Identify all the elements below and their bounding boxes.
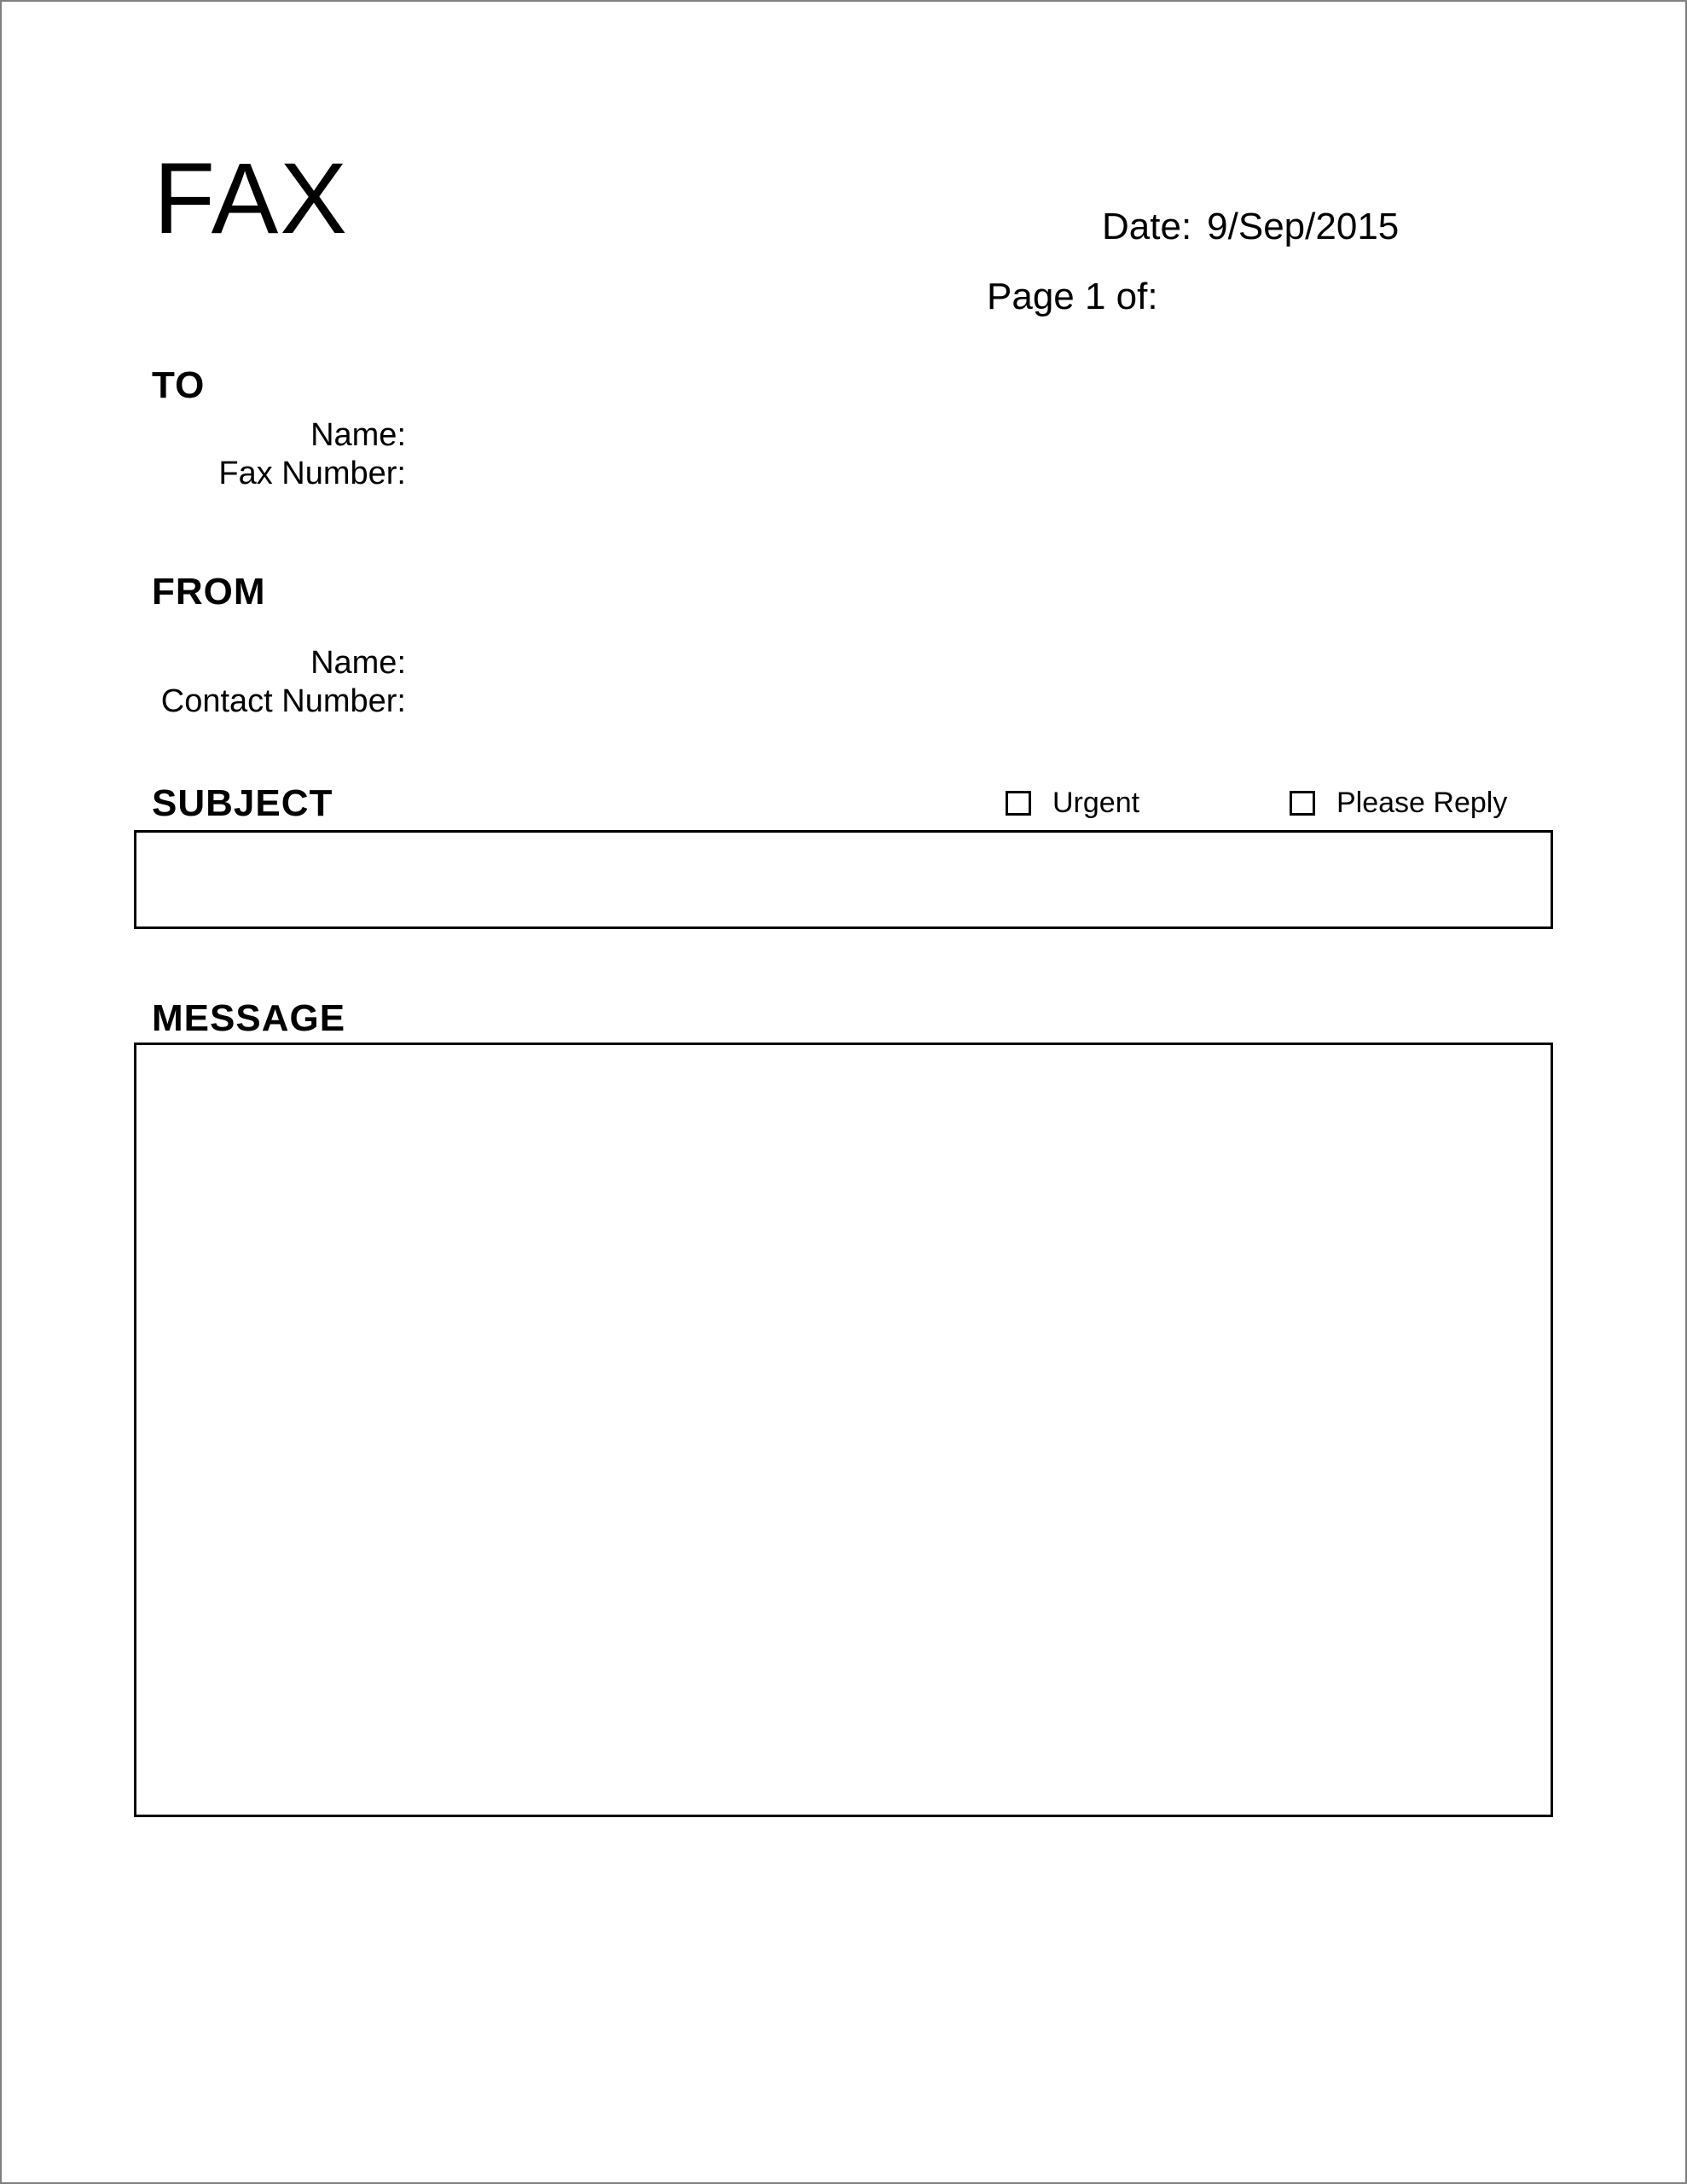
from-name-label: Name: xyxy=(310,645,406,681)
urgent-checkbox[interactable] xyxy=(1006,791,1031,816)
subject-section-heading: SUBJECT xyxy=(152,782,333,824)
date-line xyxy=(1102,206,1399,247)
to-section-heading: TO xyxy=(152,364,206,406)
subject-input-box[interactable] xyxy=(134,830,1553,929)
to-fax-number-label: Fax Number: xyxy=(218,456,406,491)
fax-title: FAX xyxy=(154,142,349,255)
to-name-field[interactable] xyxy=(421,416,933,456)
please-reply-checkbox-label: Please Reply xyxy=(1336,787,1508,819)
page-count-line xyxy=(987,276,1158,317)
date-label: Date: xyxy=(1102,206,1192,247)
urgent-checkbox-label: Urgent xyxy=(1052,787,1140,819)
from-contact-number-field[interactable] xyxy=(421,682,933,722)
urgent-checkbox-group xyxy=(1006,788,1139,817)
to-name-label: Name: xyxy=(310,417,406,453)
please-reply-checkbox[interactable] xyxy=(1290,791,1315,816)
to-fax-number-field[interactable] xyxy=(421,455,933,494)
please-reply-checkbox-group xyxy=(1290,788,1507,817)
from-section-heading: FROM xyxy=(152,571,266,613)
page-count-label: Page 1 of: xyxy=(987,276,1158,317)
date-value: 9/Sep/2015 xyxy=(1207,206,1400,247)
message-section-heading: MESSAGE xyxy=(152,997,346,1039)
from-contact-number-label: Contact Number: xyxy=(160,683,406,719)
message-input-box[interactable] xyxy=(134,1043,1553,1817)
from-name-field[interactable] xyxy=(421,644,933,683)
